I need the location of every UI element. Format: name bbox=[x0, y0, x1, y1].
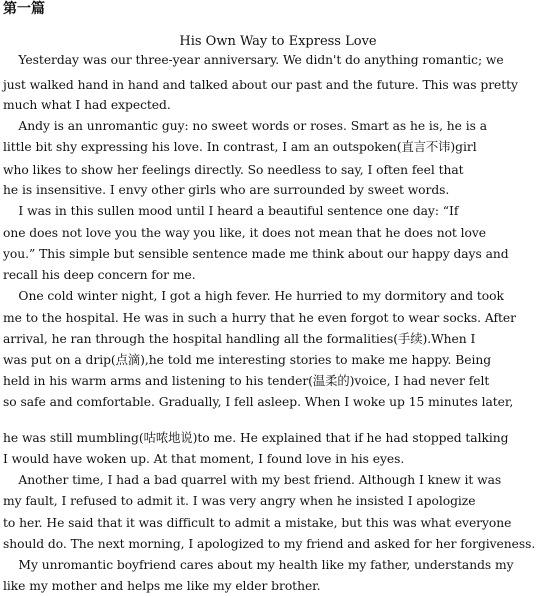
text-line-8: I was in this sullen mood until I heard a beautiful sentence one day: “If bbox=[3, 204, 459, 218]
text-line-9: one does not love you the way you like, it does not mean that he does not love bbox=[3, 226, 487, 240]
text-line-6: who likes to show her feelings directly. So needless to say, I often feel that bbox=[3, 163, 464, 177]
text-line-17: so safe and comfortable. Gradually, I fell asleep. When I woke up 15 minutes later, bbox=[3, 395, 514, 409]
section-label: 第一篇 bbox=[3, 1, 45, 17]
text-line-22: to her. He said that it was difficult to admit a mistake, but this was what everyone bbox=[3, 516, 512, 530]
text-line-12: One cold winter night, I got a high fever. He hurried to my dormitory and took bbox=[3, 289, 504, 303]
text-line-4: Andy is an unromantic guy: no sweet words or roses. Smart as he is, he is a bbox=[3, 119, 488, 133]
text-line-10: you.” This simple but sensible sentence made me think about our happy days and bbox=[3, 247, 509, 261]
text-line-21: my fault, I refused to admit it. I was very angry when he insisted I apologize bbox=[3, 494, 476, 508]
text-line-3: much what I had expected. bbox=[3, 98, 171, 112]
article-title: His Own Way to Express Love bbox=[179, 34, 377, 49]
text-line-20: Another time, I had a bad quarrel with my best friend. Although I knew it was bbox=[3, 473, 502, 487]
text-line-15: was put on a drip(点滴),he told me interesting stories to make me happy. Being bbox=[3, 353, 492, 367]
text-line-1: Yesterday was our three-year anniversary. We didn't do anything romantic; we bbox=[3, 53, 504, 67]
text-line-18: he was still mumbling(咕哝地说)to me. He explained that if he had stopped talking bbox=[3, 431, 509, 445]
text-line-16: held in his warm arms and listening to his tender(温柔的)voice, I had never felt bbox=[3, 374, 490, 388]
text-line-14: arrival, he ran through the hospital handling all the formalities(手续).When I bbox=[3, 332, 476, 346]
text-line-19: I would have woken up. At that moment, I found love in his eyes. bbox=[3, 452, 405, 466]
text-line-2: just walked hand in hand and talked about our past and the future. This was pretty bbox=[3, 78, 518, 92]
text-line-23: should do. The next morning, I apologized to my friend and asked for her forgiveness. bbox=[3, 537, 536, 551]
text-line-5: little bit shy expressing his love. In contrast, I am an outspoken(直言不讳)girl bbox=[3, 140, 477, 154]
text-line-11: recall his deep concern for me. bbox=[3, 268, 196, 282]
text-line-24: My unromantic boyfriend cares about my health like my father, understands my bbox=[3, 558, 514, 572]
text-line-7: he is insensitive. I envy other girls who are surrounded by sweet words. bbox=[3, 183, 450, 197]
text-line-13: me to the hospital. He was in such a hurry that he even forgot to wear socks. After bbox=[3, 311, 516, 325]
text-line-25: like my mother and helps me like my elder brother. bbox=[3, 579, 321, 593]
